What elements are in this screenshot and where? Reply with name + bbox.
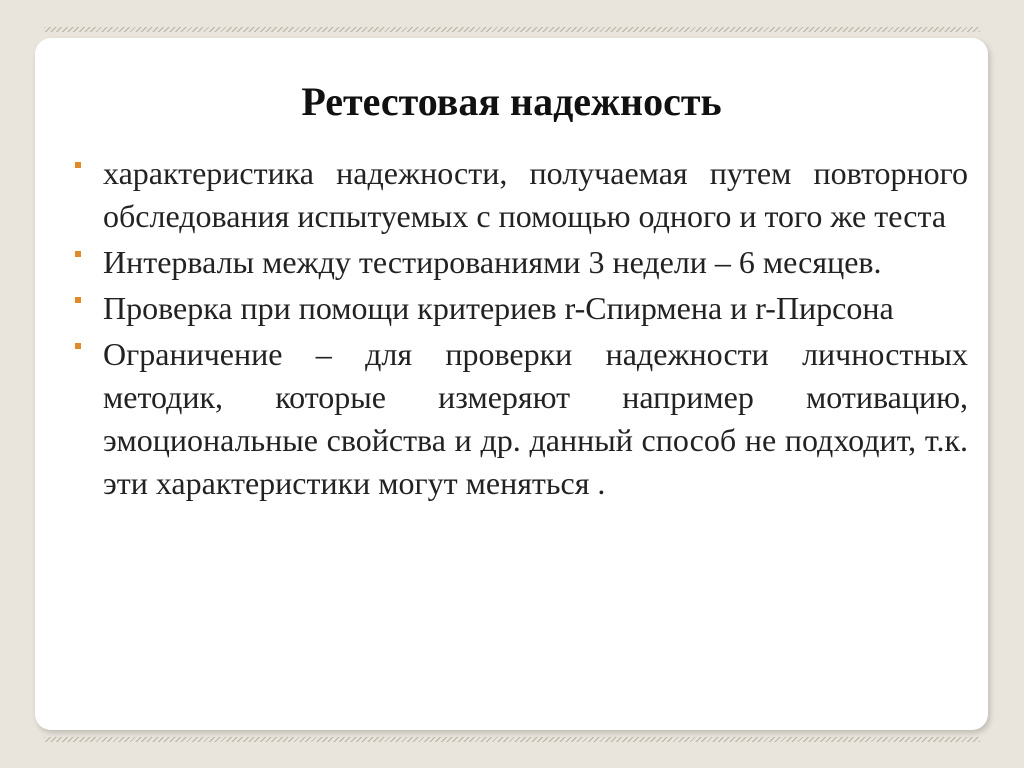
bullet-item	[72, 287, 968, 330]
square-bullet-icon	[75, 343, 81, 349]
slide-title: Ретестовая надежность	[301, 79, 722, 124]
square-bullet-icon	[75, 162, 81, 168]
bullet-list	[72, 152, 968, 505]
bullet-text: характеристика надежности, получаемая путем повторного обследования испытуемых с помощью одного и того же теста	[103, 155, 968, 234]
bullet-text: Проверка при помощи критериев r-Спирмена и r-Пирсона	[103, 290, 894, 326]
bullet-item	[72, 152, 968, 238]
square-bullet-icon	[75, 297, 81, 303]
bullet-item	[72, 241, 968, 284]
square-bullet-icon	[75, 251, 81, 257]
top-decorative-stripe	[44, 27, 980, 32]
bullet-text: Ограничение – для проверки надежности личностных методик, которые измеряют например мотивацию, эмоциональные свойства и др. данный способ не подходит, т.к. эти характеристики могут меняться .	[103, 336, 968, 501]
bottom-decorative-stripe	[44, 737, 980, 742]
bullet-text: Интервалы между тестированиями 3 недели – 6 месяцев.	[103, 244, 882, 280]
bullet-item	[72, 333, 968, 505]
